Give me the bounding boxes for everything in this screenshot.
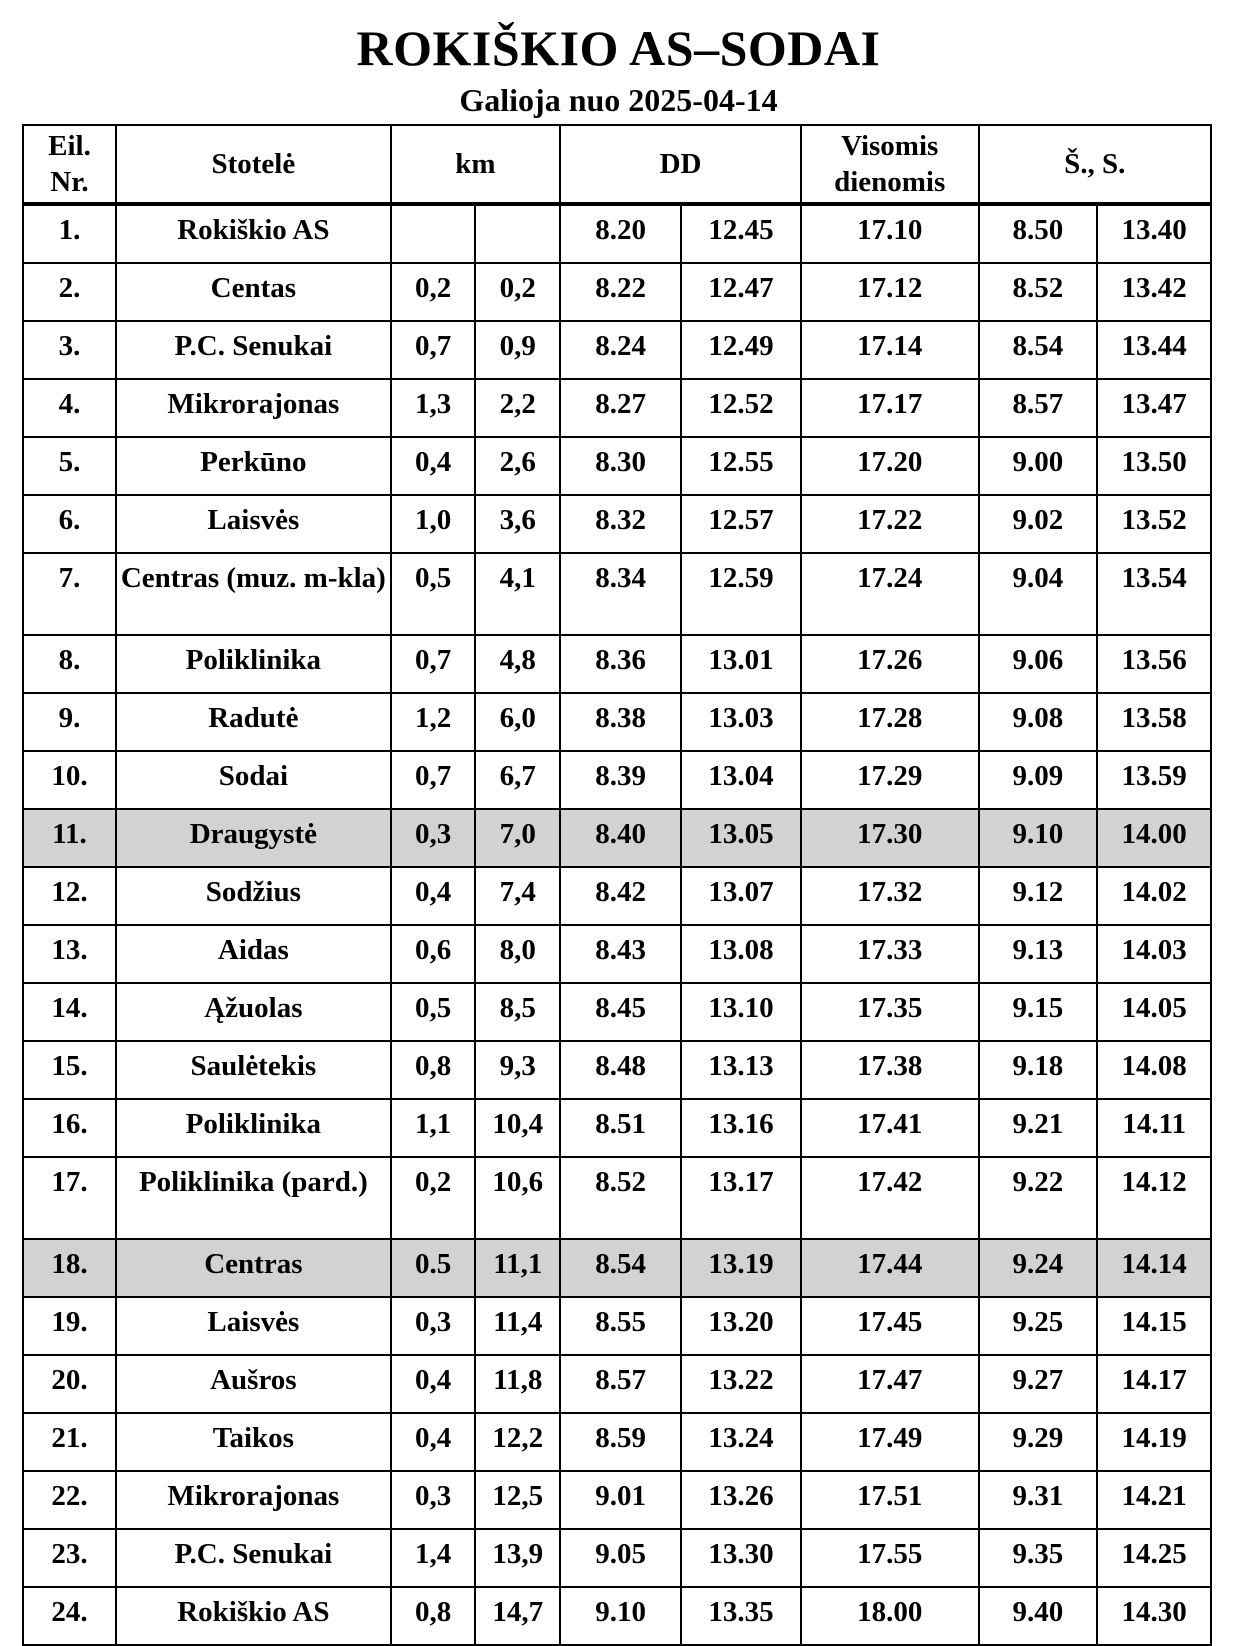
timetable-body [23, 204, 1211, 1645]
km-segment-cell: 0,8 [391, 1587, 476, 1645]
km-segment-cell: 0,5 [391, 553, 476, 635]
weekend-departure-1-cell: 9.27 [979, 1355, 1098, 1413]
weekend-departure-2-cell: 14.08 [1097, 1041, 1211, 1099]
workday-departure-2-cell: 13.04 [681, 751, 801, 809]
km-total-cell: 2,6 [475, 437, 560, 495]
table-row [23, 751, 1211, 809]
workday-departure-2-cell: 13.30 [681, 1529, 801, 1587]
stop-name-cell: Rokiškio AS [116, 1587, 391, 1645]
row-number-cell: 15. [23, 1041, 116, 1099]
stop-name-cell: Poliklinika [116, 1099, 391, 1157]
weekend-departure-2-cell: 13.44 [1097, 321, 1211, 379]
page-title: ROKIŠKIO AS–SODAI [356, 20, 881, 76]
weekend-departure-2-cell: 14.02 [1097, 867, 1211, 925]
workday-departure-2-cell: 13.05 [681, 809, 801, 867]
km-total-cell: 4,8 [475, 635, 560, 693]
stop-name-cell: Taikos [116, 1413, 391, 1471]
km-segment-cell: 0,4 [391, 867, 476, 925]
header-workdays: DD [560, 125, 801, 204]
workday-departure-2-cell: 13.16 [681, 1099, 801, 1157]
table-row [23, 1529, 1211, 1587]
workday-departure-1-cell: 8.22 [560, 263, 681, 321]
workday-departure-1-cell: 8.38 [560, 693, 681, 751]
row-number-cell: 7. [23, 553, 116, 635]
stop-name-cell: Laisvės [116, 495, 391, 553]
workday-departure-1-cell: 8.55 [560, 1297, 681, 1355]
stop-name-cell: Radutė [116, 693, 391, 751]
row-number-cell: 18. [23, 1239, 116, 1297]
weekend-departure-2-cell: 13.50 [1097, 437, 1211, 495]
km-total-cell: 0,9 [475, 321, 560, 379]
km-segment-cell: 0,4 [391, 437, 476, 495]
weekend-departure-1-cell: 9.00 [979, 437, 1098, 495]
valid-from-date: Galioja nuo 2025-04-14 [459, 82, 778, 118]
km-segment-cell [391, 204, 476, 263]
workday-departure-1-cell: 8.20 [560, 204, 681, 263]
weekend-departure-1-cell: 8.57 [979, 379, 1098, 437]
weekend-departure-2-cell: 14.25 [1097, 1529, 1211, 1587]
workday-departure-1-cell: 8.52 [560, 1157, 681, 1239]
km-segment-cell: 0,3 [391, 1471, 476, 1529]
workday-departure-2-cell: 12.47 [681, 263, 801, 321]
row-number-cell: 24. [23, 1587, 116, 1645]
workday-departure-1-cell: 8.45 [560, 983, 681, 1041]
stop-name-cell: Perkūno [116, 437, 391, 495]
table-row [23, 263, 1211, 321]
weekend-departure-1-cell: 8.52 [979, 263, 1098, 321]
km-total-cell: 7,0 [475, 809, 560, 867]
km-total-cell [475, 204, 560, 263]
row-number-cell: 9. [23, 693, 116, 751]
daily-departure-cell: 17.24 [801, 553, 979, 635]
workday-departure-1-cell: 8.39 [560, 751, 681, 809]
workday-departure-2-cell: 12.57 [681, 495, 801, 553]
workday-departure-2-cell: 13.13 [681, 1041, 801, 1099]
row-number-cell: 19. [23, 1297, 116, 1355]
km-segment-cell: 0,7 [391, 751, 476, 809]
workday-departure-1-cell: 8.51 [560, 1099, 681, 1157]
km-segment-cell: 0,7 [391, 321, 476, 379]
weekend-departure-1-cell: 9.09 [979, 751, 1098, 809]
daily-departure-cell: 18.00 [801, 1587, 979, 1645]
km-segment-cell: 0,6 [391, 925, 476, 983]
weekend-departure-1-cell: 9.29 [979, 1413, 1098, 1471]
stop-name-cell: Aušros [116, 1355, 391, 1413]
table-row [23, 553, 1211, 635]
weekend-departure-2-cell: 14.14 [1097, 1239, 1211, 1297]
row-number-cell: 4. [23, 379, 116, 437]
daily-departure-cell: 17.17 [801, 379, 979, 437]
table-row [23, 867, 1211, 925]
row-number-cell: 3. [23, 321, 116, 379]
km-segment-cell: 0,4 [391, 1413, 476, 1471]
km-segment-cell: 0,5 [391, 983, 476, 1041]
daily-departure-cell: 17.10 [801, 204, 979, 263]
row-number-cell: 1. [23, 204, 116, 263]
table-row [23, 1471, 1211, 1529]
stop-name-cell: Centras [116, 1239, 391, 1297]
row-number-cell: 2. [23, 263, 116, 321]
header-row-number-line2: Nr. [50, 166, 89, 198]
table-row [23, 1587, 1211, 1645]
stop-name-cell: Saulėtekis [116, 1041, 391, 1099]
stop-name-cell: P.C. Senukai [116, 321, 391, 379]
weekend-departure-2-cell: 13.59 [1097, 751, 1211, 809]
daily-departure-cell: 17.14 [801, 321, 979, 379]
km-segment-cell: 0,3 [391, 809, 476, 867]
row-number-cell: 8. [23, 635, 116, 693]
weekend-departure-2-cell: 14.12 [1097, 1157, 1211, 1239]
daily-departure-cell: 17.32 [801, 867, 979, 925]
stop-name-cell: Centas [116, 263, 391, 321]
km-segment-cell: 0,7 [391, 635, 476, 693]
header-every-day-line1: Visomis [841, 130, 939, 162]
row-number-cell: 17. [23, 1157, 116, 1239]
km-total-cell: 0,2 [475, 263, 560, 321]
km-total-cell: 14,7 [475, 1587, 560, 1645]
km-segment-cell: 1,1 [391, 1099, 476, 1157]
workday-departure-2-cell: 13.07 [681, 867, 801, 925]
workday-departure-1-cell: 8.24 [560, 321, 681, 379]
table-row [23, 495, 1211, 553]
km-total-cell: 10,6 [475, 1157, 560, 1239]
daily-departure-cell: 17.41 [801, 1099, 979, 1157]
weekend-departure-1-cell: 9.08 [979, 693, 1098, 751]
workday-departure-2-cell: 12.49 [681, 321, 801, 379]
km-total-cell: 8,5 [475, 983, 560, 1041]
weekend-departure-1-cell: 9.15 [979, 983, 1098, 1041]
weekend-departure-2-cell: 13.54 [1097, 553, 1211, 635]
km-segment-cell: 0.5 [391, 1239, 476, 1297]
stop-name-cell: Laisvės [116, 1297, 391, 1355]
weekend-departure-2-cell: 14.03 [1097, 925, 1211, 983]
stop-name-cell: Centras (muz. m-kla) [116, 553, 391, 635]
daily-departure-cell: 17.44 [801, 1239, 979, 1297]
row-number-cell: 21. [23, 1413, 116, 1471]
table-row [23, 1157, 1211, 1239]
weekend-departure-1-cell: 9.35 [979, 1529, 1098, 1587]
daily-departure-cell: 17.47 [801, 1355, 979, 1413]
row-number-cell: 6. [23, 495, 116, 553]
daily-departure-cell: 17.20 [801, 437, 979, 495]
daily-departure-cell: 17.22 [801, 495, 979, 553]
row-number-cell: 14. [23, 983, 116, 1041]
weekend-departure-2-cell: 14.05 [1097, 983, 1211, 1041]
weekend-departure-1-cell: 9.40 [979, 1587, 1098, 1645]
km-total-cell: 11,1 [475, 1239, 560, 1297]
km-total-cell: 9,3 [475, 1041, 560, 1099]
km-total-cell: 7,4 [475, 867, 560, 925]
weekend-departure-2-cell: 14.19 [1097, 1413, 1211, 1471]
daily-departure-cell: 17.49 [801, 1413, 979, 1471]
km-segment-cell: 1,3 [391, 379, 476, 437]
table-row [23, 1413, 1211, 1471]
header-row-number [23, 125, 116, 204]
weekend-departure-1-cell: 9.06 [979, 635, 1098, 693]
weekend-departure-1-cell: 9.24 [979, 1239, 1098, 1297]
workday-departure-2-cell: 13.19 [681, 1239, 801, 1297]
km-total-cell: 2,2 [475, 379, 560, 437]
row-number-cell: 12. [23, 867, 116, 925]
daily-departure-cell: 17.26 [801, 635, 979, 693]
stop-name-cell: Sodžius [116, 867, 391, 925]
workday-departure-1-cell: 9.01 [560, 1471, 681, 1529]
daily-departure-cell: 17.30 [801, 809, 979, 867]
weekend-departure-2-cell: 13.56 [1097, 635, 1211, 693]
workday-departure-2-cell: 13.22 [681, 1355, 801, 1413]
daily-departure-cell: 17.29 [801, 751, 979, 809]
workday-departure-2-cell: 13.08 [681, 925, 801, 983]
header-row-number-line1: Eil. [48, 130, 91, 162]
row-number-cell: 10. [23, 751, 116, 809]
row-number-cell: 13. [23, 925, 116, 983]
workday-departure-2-cell: 12.52 [681, 379, 801, 437]
workday-departure-2-cell: 13.01 [681, 635, 801, 693]
workday-departure-1-cell: 8.40 [560, 809, 681, 867]
stop-name-cell: Mikrorajonas [116, 379, 391, 437]
km-total-cell: 12,2 [475, 1413, 560, 1471]
stop-name-cell: Sodai [116, 751, 391, 809]
weekend-departure-1-cell: 9.18 [979, 1041, 1098, 1099]
workday-departure-2-cell: 13.03 [681, 693, 801, 751]
weekend-departure-2-cell: 13.52 [1097, 495, 1211, 553]
weekend-departure-2-cell: 14.11 [1097, 1099, 1211, 1157]
stop-name-cell: Poliklinika (pard.) [116, 1157, 391, 1239]
daily-departure-cell: 17.12 [801, 263, 979, 321]
workday-departure-1-cell: 8.27 [560, 379, 681, 437]
weekend-departure-1-cell: 9.22 [979, 1157, 1098, 1239]
daily-departure-cell: 17.35 [801, 983, 979, 1041]
km-total-cell: 6,7 [475, 751, 560, 809]
workday-departure-1-cell: 8.54 [560, 1239, 681, 1297]
daily-departure-cell: 17.55 [801, 1529, 979, 1587]
weekend-departure-2-cell: 14.30 [1097, 1587, 1211, 1645]
workday-departure-1-cell: 8.48 [560, 1041, 681, 1099]
km-total-cell: 10,4 [475, 1099, 560, 1157]
km-total-cell: 13,9 [475, 1529, 560, 1587]
weekend-departure-1-cell: 9.25 [979, 1297, 1098, 1355]
workday-departure-2-cell: 12.55 [681, 437, 801, 495]
table-row [23, 1297, 1211, 1355]
workday-departure-2-cell: 13.35 [681, 1587, 801, 1645]
weekend-departure-1-cell: 8.50 [979, 204, 1098, 263]
table-row [23, 379, 1211, 437]
workday-departure-2-cell: 12.59 [681, 553, 801, 635]
km-segment-cell: 0,2 [391, 263, 476, 321]
daily-departure-cell: 17.45 [801, 1297, 979, 1355]
weekend-departure-2-cell: 13.58 [1097, 693, 1211, 751]
km-total-cell: 11,4 [475, 1297, 560, 1355]
km-segment-cell: 1,4 [391, 1529, 476, 1587]
weekend-departure-2-cell: 14.00 [1097, 809, 1211, 867]
daily-departure-cell: 17.38 [801, 1041, 979, 1099]
km-segment-cell: 1,0 [391, 495, 476, 553]
workday-departure-2-cell: 13.20 [681, 1297, 801, 1355]
weekend-departure-1-cell: 9.04 [979, 553, 1098, 635]
workday-departure-2-cell: 13.24 [681, 1413, 801, 1471]
workday-departure-2-cell: 13.17 [681, 1157, 801, 1239]
stop-name-cell: Mikrorajonas [116, 1471, 391, 1529]
stop-name-cell: Aidas [116, 925, 391, 983]
workday-departure-1-cell: 9.10 [560, 1587, 681, 1645]
stop-name-cell: Poliklinika [116, 635, 391, 693]
weekend-departure-1-cell: 9.13 [979, 925, 1098, 983]
row-number-cell: 11. [23, 809, 116, 867]
km-total-cell: 3,6 [475, 495, 560, 553]
weekend-departure-1-cell: 8.54 [979, 321, 1098, 379]
table-row [23, 1041, 1211, 1099]
km-total-cell: 12,5 [475, 1471, 560, 1529]
weekend-departure-2-cell: 13.42 [1097, 263, 1211, 321]
workday-departure-1-cell: 9.05 [560, 1529, 681, 1587]
timetable [22, 124, 1212, 1646]
daily-departure-cell: 17.42 [801, 1157, 979, 1239]
daily-departure-cell: 17.51 [801, 1471, 979, 1529]
workday-departure-1-cell: 8.42 [560, 867, 681, 925]
daily-departure-cell: 17.28 [801, 693, 979, 751]
workday-departure-2-cell: 13.26 [681, 1471, 801, 1529]
stop-name-cell: P.C. Senukai [116, 1529, 391, 1587]
workday-departure-1-cell: 8.43 [560, 925, 681, 983]
km-segment-cell: 0,8 [391, 1041, 476, 1099]
km-segment-cell: 0,4 [391, 1355, 476, 1413]
table-row [23, 321, 1211, 379]
header-row [23, 125, 1211, 204]
workday-departure-2-cell: 12.45 [681, 204, 801, 263]
km-total-cell: 4,1 [475, 553, 560, 635]
workday-departure-1-cell: 8.59 [560, 1413, 681, 1471]
workday-departure-1-cell: 8.57 [560, 1355, 681, 1413]
workday-departure-1-cell: 8.36 [560, 635, 681, 693]
workday-departure-1-cell: 8.32 [560, 495, 681, 553]
workday-departure-1-cell: 8.30 [560, 437, 681, 495]
table-row [23, 925, 1211, 983]
daily-departure-cell: 17.33 [801, 925, 979, 983]
weekend-departure-1-cell: 9.21 [979, 1099, 1098, 1157]
table-row [23, 693, 1211, 751]
header-km: km [391, 125, 560, 204]
stop-name-cell: Ąžuolas [116, 983, 391, 1041]
weekend-departure-2-cell: 14.17 [1097, 1355, 1211, 1413]
row-number-cell: 16. [23, 1099, 116, 1157]
stop-name-cell: Draugystė [116, 809, 391, 867]
weekend-departure-2-cell: 14.21 [1097, 1471, 1211, 1529]
header-every-day [801, 125, 979, 204]
weekend-departure-2-cell: 13.40 [1097, 204, 1211, 263]
header-every-day-line2: dienomis [834, 166, 946, 198]
row-number-cell: 5. [23, 437, 116, 495]
km-segment-cell: 0,2 [391, 1157, 476, 1239]
table-row [23, 809, 1211, 867]
table-row [23, 437, 1211, 495]
weekend-departure-1-cell: 9.10 [979, 809, 1098, 867]
table-row [23, 1239, 1211, 1297]
table-row [23, 204, 1211, 263]
header-stop: Stotelė [116, 125, 391, 204]
table-row [23, 1355, 1211, 1413]
km-total-cell: 8,0 [475, 925, 560, 983]
weekend-departure-1-cell: 9.02 [979, 495, 1098, 553]
table-row [23, 635, 1211, 693]
row-number-cell: 20. [23, 1355, 116, 1413]
km-segment-cell: 1,2 [391, 693, 476, 751]
row-number-cell: 22. [23, 1471, 116, 1529]
table-row [23, 1099, 1211, 1157]
stop-name-cell: Rokiškio AS [116, 204, 391, 263]
weekend-departure-2-cell: 13.47 [1097, 379, 1211, 437]
km-total-cell: 11,8 [475, 1355, 560, 1413]
weekend-departure-1-cell: 9.31 [979, 1471, 1098, 1529]
row-number-cell: 23. [23, 1529, 116, 1587]
km-total-cell: 6,0 [475, 693, 560, 751]
header-weekend: Š., S. [979, 125, 1211, 204]
workday-departure-2-cell: 13.10 [681, 983, 801, 1041]
workday-departure-1-cell: 8.34 [560, 553, 681, 635]
km-segment-cell: 0,3 [391, 1297, 476, 1355]
table-row [23, 983, 1211, 1041]
weekend-departure-1-cell: 9.12 [979, 867, 1098, 925]
weekend-departure-2-cell: 14.15 [1097, 1297, 1211, 1355]
